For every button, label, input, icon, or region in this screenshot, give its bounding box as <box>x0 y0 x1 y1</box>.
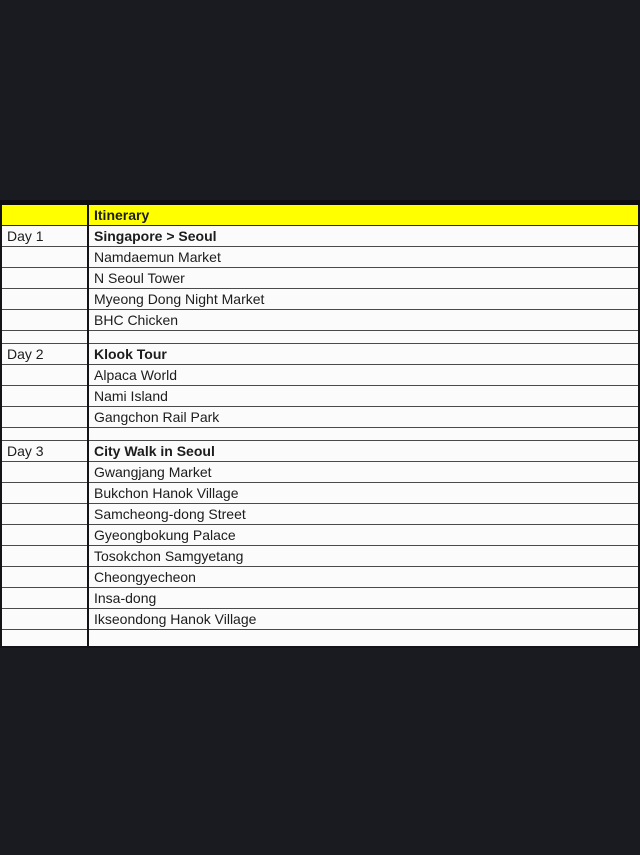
itinerary-title: Itinerary <box>88 203 639 226</box>
day-cell <box>1 609 88 630</box>
day-cell <box>1 268 88 289</box>
table-row <box>1 365 639 386</box>
activity-cell <box>88 630 639 647</box>
activity-cell: Samcheong-dong Street <box>88 504 639 525</box>
activity-cell: Nami Island <box>88 386 639 407</box>
activity-cell: N Seoul Tower <box>88 268 639 289</box>
day-cell: Day 2 <box>1 344 88 365</box>
activity-cell <box>88 428 639 441</box>
day-cell <box>1 247 88 268</box>
day-cell <box>1 428 88 441</box>
activity-cell: Namdaemun Market <box>88 247 639 268</box>
activity-cell: Myeong Dong Night Market <box>88 289 639 310</box>
separator-row <box>1 331 639 344</box>
table-row <box>1 407 639 428</box>
day-cell <box>1 310 88 331</box>
activity-cell: Cheongyecheon <box>88 567 639 588</box>
table-row <box>1 588 639 609</box>
table-row <box>1 310 639 331</box>
table-row-day1 <box>1 226 639 247</box>
table-row <box>1 567 639 588</box>
activity-cell: City Walk in Seoul <box>88 441 639 462</box>
day-cell <box>1 365 88 386</box>
activity-cell: Gwangjang Market <box>88 462 639 483</box>
empty-footer-row <box>1 630 639 647</box>
activity-cell: Singapore > Seoul <box>88 226 639 247</box>
day-cell <box>1 630 88 647</box>
day-cell <box>1 331 88 344</box>
table-row <box>1 268 639 289</box>
table-row <box>1 462 639 483</box>
activity-cell: Alpaca World <box>88 365 639 386</box>
day-cell <box>1 462 88 483</box>
table-row <box>1 525 639 546</box>
header-day-cell <box>1 203 88 226</box>
day-cell <box>1 588 88 609</box>
separator-row <box>1 428 639 441</box>
table-row <box>1 289 639 310</box>
activity-cell: Klook Tour <box>88 344 639 365</box>
table-row <box>1 386 639 407</box>
activity-cell: Gyeongbokung Palace <box>88 525 639 546</box>
itinerary-table <box>0 200 640 648</box>
table-row <box>1 546 639 567</box>
table-row <box>1 504 639 525</box>
table-row <box>1 247 639 268</box>
day-cell: Day 1 <box>1 226 88 247</box>
day-cell: Day 3 <box>1 441 88 462</box>
day-cell <box>1 567 88 588</box>
table-row-day3 <box>1 441 639 462</box>
day-cell <box>1 525 88 546</box>
day-cell <box>1 386 88 407</box>
table-row <box>1 483 639 504</box>
table-row <box>1 609 639 630</box>
activity-cell: BHC Chicken <box>88 310 639 331</box>
activity-cell: Gangchon Rail Park <box>88 407 639 428</box>
day-cell <box>1 504 88 525</box>
day-cell <box>1 483 88 504</box>
activity-cell: Tosokchon Samgyetang <box>88 546 639 567</box>
itinerary-header-row <box>1 203 639 226</box>
activity-cell <box>88 331 639 344</box>
day-cell <box>1 289 88 310</box>
activity-cell: Insa-dong <box>88 588 639 609</box>
day-cell <box>1 407 88 428</box>
day-cell <box>1 546 88 567</box>
activity-cell: Bukchon Hanok Village <box>88 483 639 504</box>
table-row-day2 <box>1 344 639 365</box>
activity-cell: Ikseondong Hanok Village <box>88 609 639 630</box>
